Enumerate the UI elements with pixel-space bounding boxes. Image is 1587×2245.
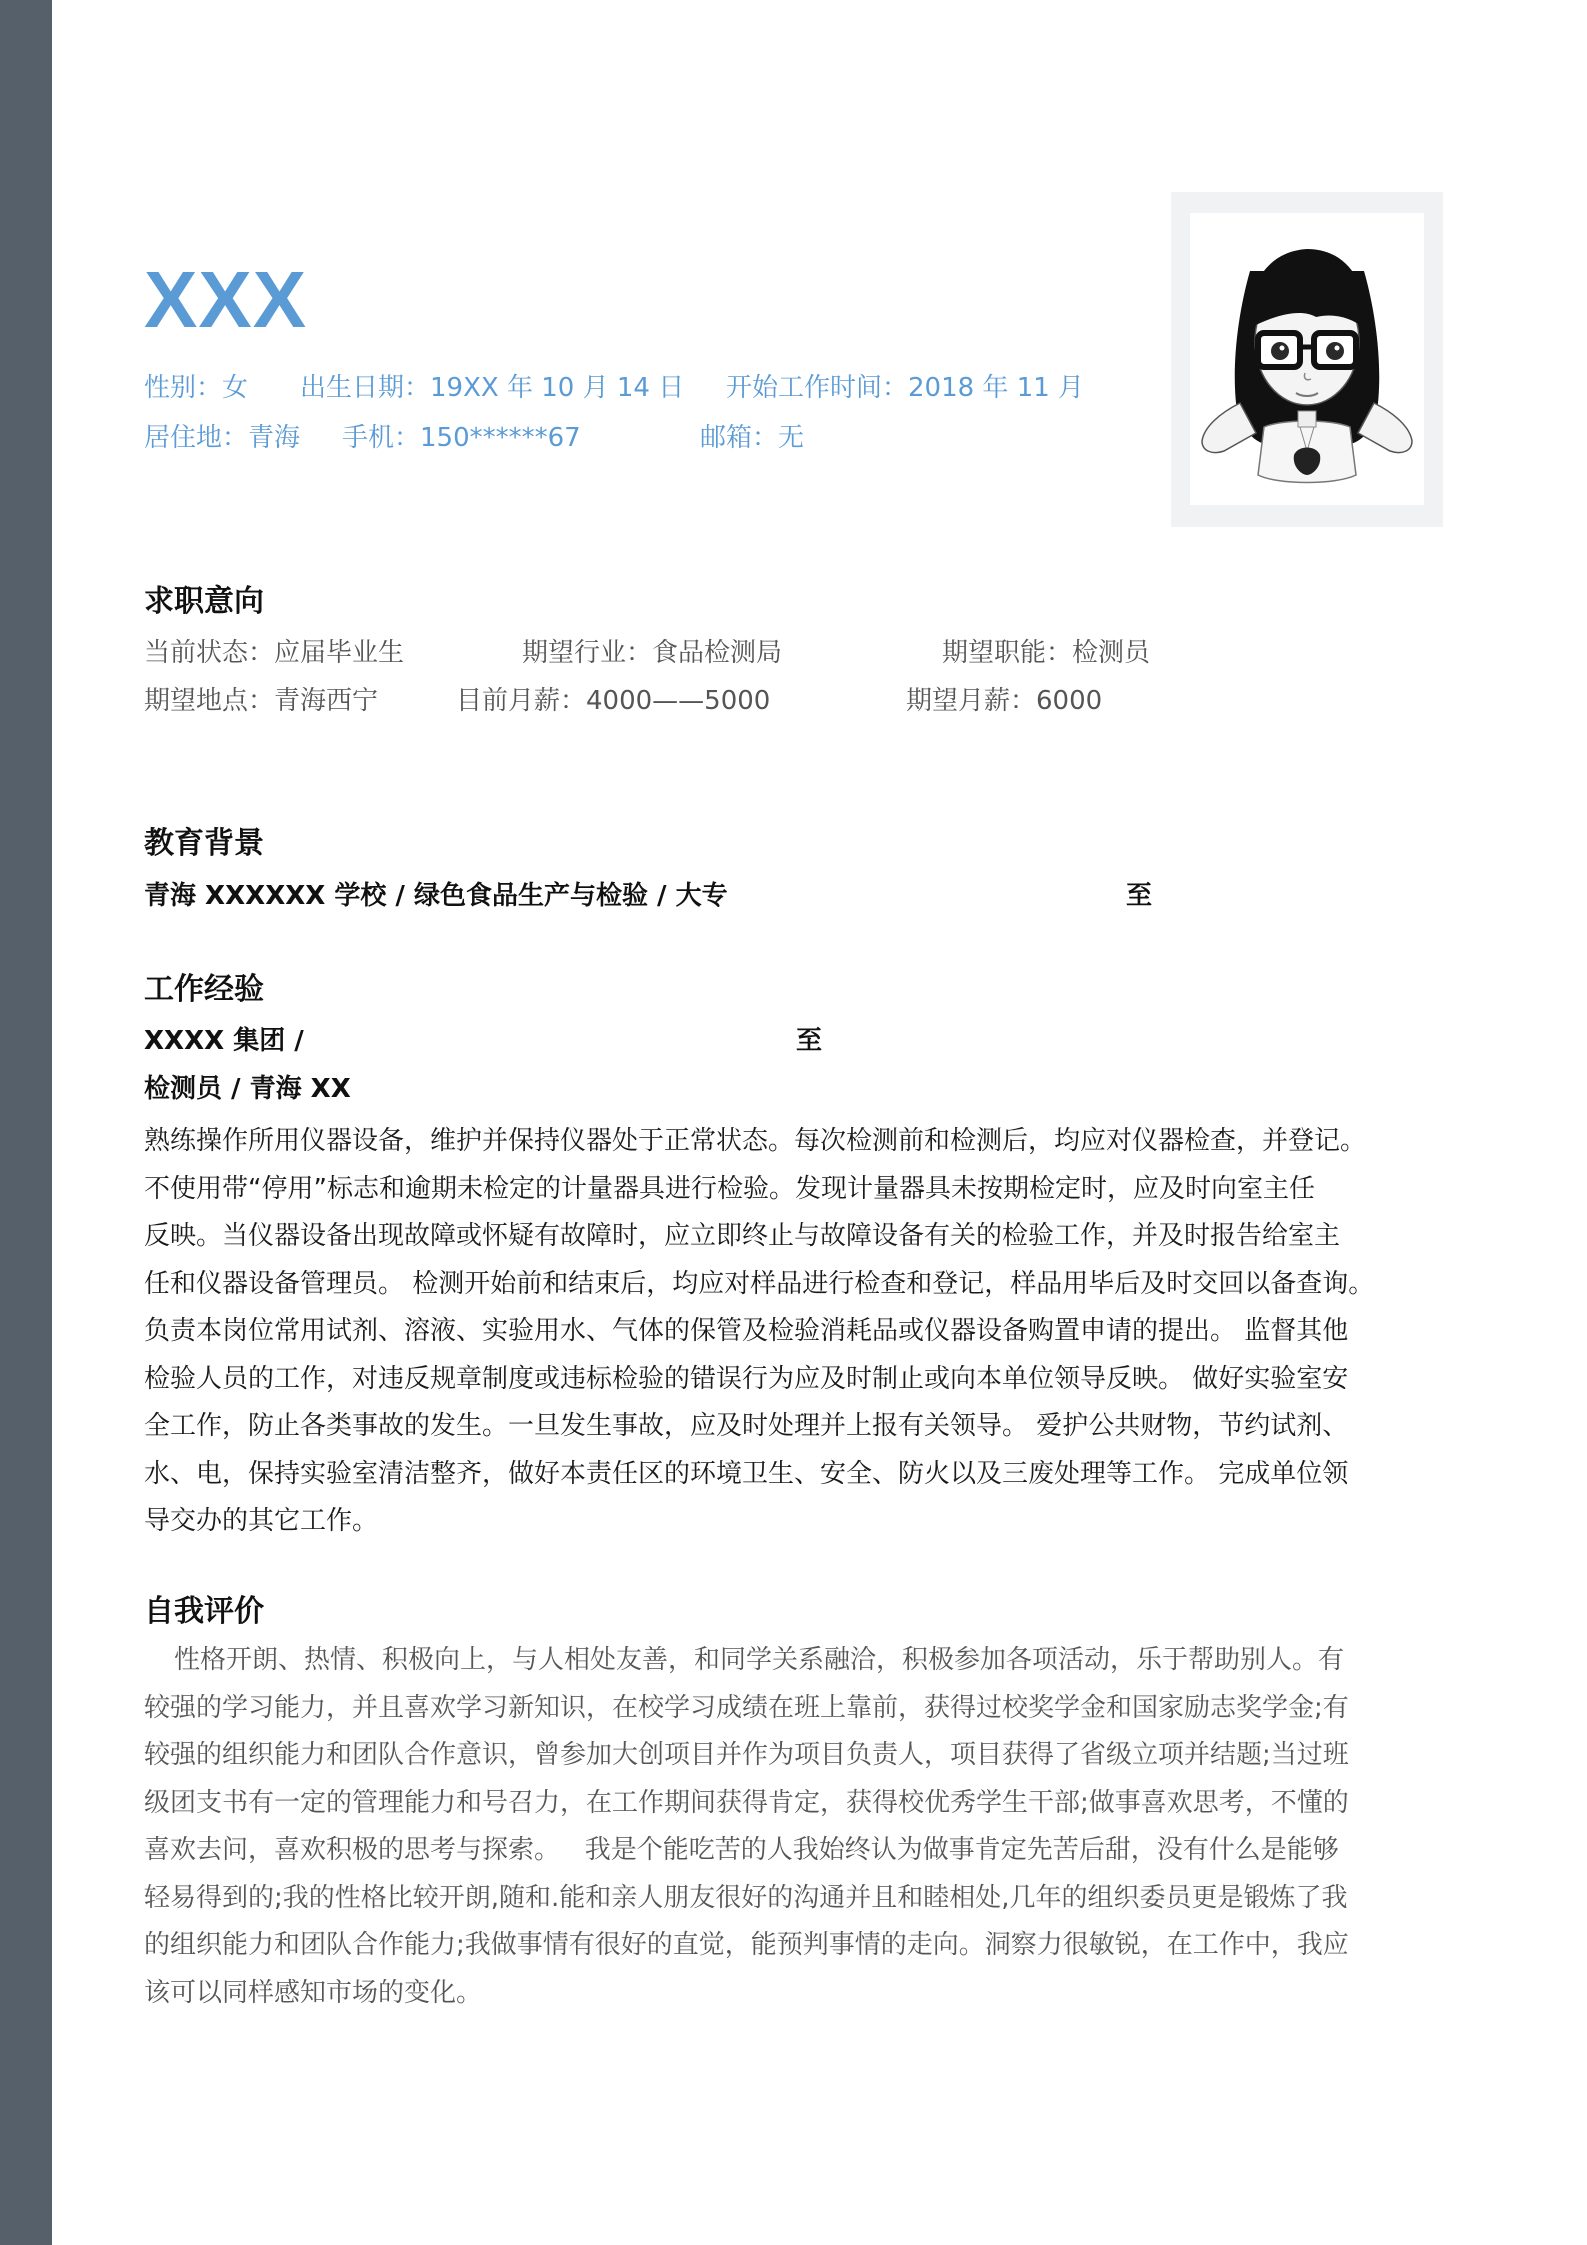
work-line: 全工作，防止各类事故的发生。一旦发生事故，应及时处理并上报有关领导。 爱护公共财物，节约试剂、	[144, 1411, 1349, 1441]
work-description	[144, 1118, 1444, 1546]
work-line: 水、电，保持实验室清洁整齐，做好本责任区的环境卫生、安全、防火以及三废处理等工作。 完成单位领	[144, 1458, 1349, 1489]
self-eval-line: 喜欢去问，喜欢积极的思考与探索。 我是个能吃苦的人我始终认为做事肯定先苦后甜，没有什么是能够	[144, 1835, 1339, 1865]
self-eval-line: 的组织能力和团队合作能力;我做事情有很好的直觉，能预判事情的走向。洞察力很敏锐，在工作中，我应	[144, 1930, 1349, 1960]
work-line: 反映。当仪器设备出现故障或怀疑有故障时，应立即终止与故障设备有关的检验工作，并及时报告给室主	[144, 1221, 1341, 1251]
email: 邮箱：无	[700, 423, 805, 453]
education-entry: 青海 XXXXXX 学校 / 绿色食品生产与检验 / 大专	[144, 881, 728, 911]
work-position: 检测员 / 青海 XX	[144, 1074, 351, 1104]
left-sidebar-bar	[0, 0, 52, 2245]
work-line: 负责本岗位常用试剂、溶液、实验用水、气体的保管及检验消耗品或仪器设备购置申请的提出。 监督其他	[144, 1316, 1349, 1346]
job-intent-title: 求职意向	[144, 584, 264, 619]
self-eval-line: 该可以同样感知市场的变化。	[144, 1977, 483, 2008]
job-intent-row-1	[144, 635, 1444, 671]
profile-photo-frame	[1171, 192, 1443, 527]
self-evaluation-title: 自我评价	[144, 1594, 264, 1629]
self-evaluation-text	[144, 1637, 1444, 2017]
work-line: 检验人员的工作，对违反规章制度或违标检验的错误行为应及时制止或向本单位领导反映。 做好实验室安	[144, 1363, 1349, 1394]
birth-date: 出生日期：19XX 年 10 月 14 日	[300, 373, 685, 403]
phone: 手机：150******67	[342, 423, 581, 453]
work-period: 至	[796, 1026, 823, 1056]
current-salary: 目前月薪：4000——5000	[456, 686, 771, 716]
residence: 居住地：青海	[144, 423, 301, 453]
work-line: 导交办的其它工作。	[144, 1506, 379, 1536]
education-period: 至	[1126, 881, 1153, 911]
self-eval-line: 较强的学习能力，并且喜欢学习新知识，在校学习成绩在班上靠前，获得过校奖学金和国家励志奖学金;有	[144, 1692, 1349, 1723]
expected-location: 期望地点：青海西宁	[144, 686, 379, 716]
personal-info-line-2	[144, 420, 1144, 456]
gender: 性别：女	[144, 373, 249, 403]
work-start-date: 开始工作时间：2018 年 11 月	[726, 373, 1085, 403]
job-intent-row-2	[144, 683, 1444, 719]
education-title: 教育背景	[144, 826, 264, 861]
self-eval-line: 性格开朗、热情、积极向上，与人相处友善，和同学关系融洽，积极参加各项活动，乐于帮助别人。有	[174, 1645, 1345, 1675]
personal-info-line-1	[144, 370, 1144, 406]
work-line: 熟练操作所用仪器设备，维护并保持仪器处于正常状态。每次检测前和检测后，均应对仪器检查，并登记。	[144, 1126, 1367, 1156]
work-line: 任和仪器设备管理员。 检测开始前和结束后，均应对样品进行检查和登记，样品用毕后及时交回以备查询。	[144, 1268, 1375, 1299]
work-company: XXXX 集团 /	[144, 1026, 304, 1056]
self-eval-line: 轻易得到的;我的性格比较开朗,随和.能和亲人朋友很好的沟通并且和睦相处,几年的组织委员更是锻炼了我	[144, 1882, 1348, 1913]
avatar	[1190, 213, 1424, 505]
work-experience-title: 工作经验	[144, 972, 264, 1007]
current-status: 当前状态：应届毕业生	[144, 638, 405, 668]
expected-salary: 期望月薪：6000	[906, 686, 1103, 716]
expected-function: 期望职能：检测员	[942, 638, 1151, 668]
expected-industry: 期望行业：食品检测局	[522, 638, 783, 668]
self-eval-line: 级团支书有一定的管理能力和号召力，在工作期间获得肯定，获得校优秀学生干部;做事喜欢思考，不懂的	[144, 1787, 1349, 1818]
candidate-name: XXX	[144, 255, 308, 344]
self-eval-line: 较强的组织能力和团队合作意识，曾参加大创项目并作为项目负责人，项目获得了省级立项并结题;当过班	[144, 1740, 1349, 1770]
work-line: 不使用带“停用”标志和逾期未检定的计量器具进行检验。发现计量器具未按期检定时，应及时向室主任	[144, 1173, 1315, 1204]
